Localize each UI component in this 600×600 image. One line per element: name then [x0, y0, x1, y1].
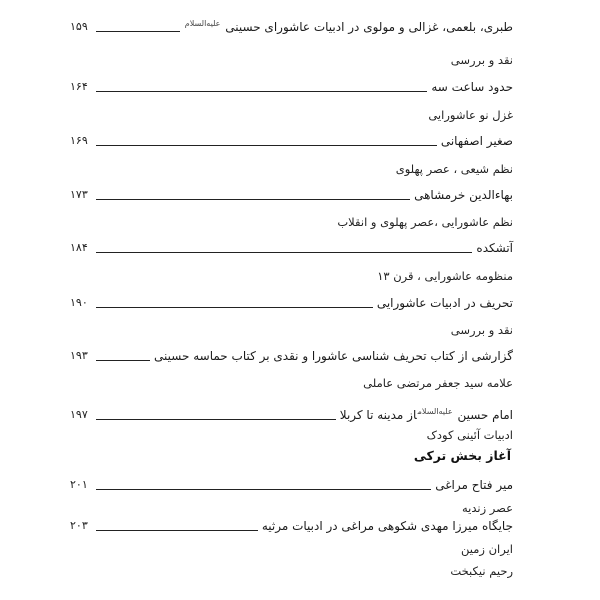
dot-leader	[96, 198, 410, 200]
dot-leader	[96, 529, 258, 531]
toc-page-number: ۱۹۰	[70, 296, 88, 309]
dot-leader	[96, 251, 473, 253]
toc-entry[interactable]	[70, 187, 513, 203]
toc-entry-subtitle: نظم عاشورایی ،عصر پهلوی و انقلاب	[337, 215, 513, 229]
toc-page-number: ۱۶۴	[70, 80, 88, 93]
toc-entry-subtitle: نقد و بررسی	[450, 53, 513, 67]
toc-entry[interactable]	[70, 133, 513, 149]
section-heading: آغاز بخش ترکی	[413, 448, 511, 463]
dot-leader	[96, 30, 180, 32]
honorific-icon: علیه‌السلام	[417, 407, 453, 416]
dot-leader	[96, 144, 437, 146]
dot-leader	[96, 359, 150, 361]
toc-entry[interactable]	[70, 16, 513, 35]
toc-entry-subtitle: رحیم نیکبخت	[450, 564, 513, 578]
toc-entry-title: آتشکده	[476, 241, 513, 255]
honorific-icon: علیه‌السلام	[184, 19, 221, 28]
toc-entry-title: تحریف در ادبیات عاشورایی	[376, 296, 513, 310]
toc-entry-title: امام حسین $^{علیه‌السلام}$از مدینه تا کربلا	[339, 407, 513, 422]
toc-entry[interactable]	[70, 79, 513, 95]
toc-entry-subtitle: نظم شیعی ، عصر پهلوی	[395, 162, 513, 176]
toc-entry-subtitle: ایران زمین	[461, 542, 513, 556]
toc-page-number: ۱۵۹	[70, 20, 88, 33]
toc-page-number: ۱۶۹	[70, 134, 88, 147]
toc-page-number: ۲۰۳	[70, 519, 88, 532]
toc-page-number: ۱۸۴	[70, 241, 88, 254]
toc-entry-title: میر فتاح مراغی	[435, 478, 513, 492]
toc-page-number: ۱۷۳	[70, 188, 88, 201]
toc-entry[interactable]	[70, 404, 513, 423]
toc-entry-subtitle: عصر زندیه	[462, 501, 513, 515]
dot-leader	[96, 306, 373, 308]
toc-entry[interactable]	[70, 348, 513, 364]
toc-entry-title: طبری، بلعمی، غزالی و مولوی در ادبیات عاشورای حسینی $^{علیه‌السلام}$	[184, 19, 513, 34]
toc-page-number: ۱۹۷	[70, 408, 88, 421]
dot-leader	[96, 488, 432, 490]
toc-entry-subtitle: علامه سید جعفر مرتضی عاملی	[363, 376, 513, 390]
toc-entry-title: حدود ساعت سه	[431, 80, 513, 94]
toc-entry[interactable]	[70, 240, 513, 256]
toc-entry-subtitle: غزل نو عاشورایی	[428, 108, 513, 122]
dot-leader	[96, 418, 336, 420]
toc-page-number: ۱۹۳	[70, 349, 88, 362]
toc-entry[interactable]	[70, 295, 513, 311]
toc-entry-title: بهاءالدین خرمشاهی	[414, 188, 513, 202]
toc-entry-subtitle: ادبیات آئینی کودک	[426, 428, 513, 442]
toc-entry-title: صغیر اصفهانی	[440, 134, 513, 148]
toc-entry[interactable]	[70, 477, 513, 493]
toc-entry[interactable]	[70, 518, 513, 534]
dot-leader	[96, 90, 428, 92]
toc-entry-title: گزارشی از کتاب تحریف شناسی عاشورا و نقدی بر کتاب حماسه حسینی	[154, 349, 513, 363]
toc-entry-subtitle: نقد و بررسی	[450, 323, 513, 337]
toc-page-number: ۲۰۱	[70, 478, 88, 491]
toc-entry-subtitle: منظومه عاشورایی ، قرن ۱۳	[377, 269, 513, 283]
toc-entry-title: جایگاه میرزا مهدی شکوهی مراغی در ادبیات مرثیه	[261, 519, 513, 533]
